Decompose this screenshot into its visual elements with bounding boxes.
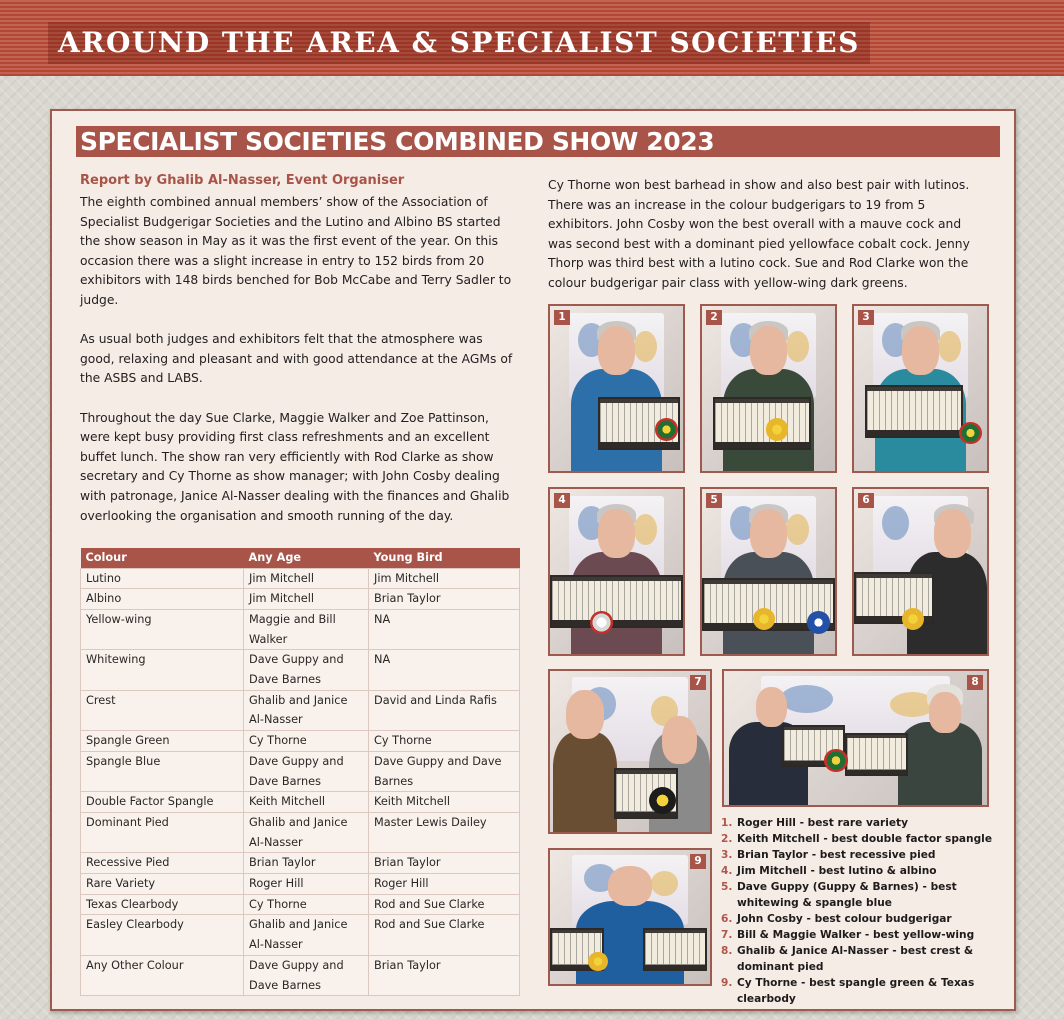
cell-colour: Easley Clearbody xyxy=(81,915,244,955)
photo-number: 4 xyxy=(554,493,570,508)
caption-item xyxy=(721,863,1006,879)
caption-number: 8. xyxy=(721,945,733,957)
caption-number: 5. xyxy=(721,881,733,893)
person-head xyxy=(608,866,653,906)
cell-any-age: Jim Mitchell xyxy=(244,589,369,610)
section-title: AROUND THE AREA & SPECIALIST SOCIETIES xyxy=(48,22,870,64)
cell-colour: Whitewing xyxy=(81,650,244,690)
rosette-icon xyxy=(590,611,613,634)
table-row xyxy=(81,792,520,813)
cell-any-age: Brian Taylor xyxy=(244,853,369,874)
table-row xyxy=(81,589,520,610)
photo-number: 8 xyxy=(967,675,983,690)
person-head xyxy=(756,687,788,727)
table-row xyxy=(81,731,520,752)
cell-colour: Texas Clearbody xyxy=(81,894,244,915)
photo-brian-taylor xyxy=(852,304,989,473)
show-cage xyxy=(643,928,707,971)
photo-dave-guppy xyxy=(700,487,837,656)
article-body-right: Cy Thorne won best barhead in show and also best pair with lutinos. There was an increase in the colour budgerigars to 19 from 5 exhibitors. John Cosby won the best overall with a mauve cock and was second best with a dominant pied yellowface cobalt cock. Jenny Thorp was third best with a lutino cock. Sue and Rod Clarke won the colour budgerigar pair class with yellow-wing dark greens. xyxy=(548,178,970,290)
person-head xyxy=(566,690,604,738)
photo-number: 1 xyxy=(554,310,570,325)
header-colour: Colour xyxy=(81,548,244,568)
table-row xyxy=(81,650,520,690)
table-body xyxy=(81,568,520,996)
person-figure xyxy=(898,722,982,805)
photo-number: 5 xyxy=(706,493,722,508)
rosette-icon xyxy=(807,611,830,634)
show-cage xyxy=(713,397,811,450)
cell-any-age: Dave Guppy and Dave Barnes xyxy=(244,751,369,791)
header-any-age: Any Age xyxy=(244,548,369,568)
cell-colour: Yellow-wing xyxy=(81,609,244,649)
cell-any-age: Cy Thorne xyxy=(244,731,369,752)
person-head xyxy=(662,716,697,764)
cell-any-age: Maggie and Bill Walker xyxy=(244,609,369,649)
photo-bill-maggie-walker xyxy=(548,669,712,834)
cell-young-bird: Brian Taylor xyxy=(369,589,520,610)
cell-any-age: Dave Guppy and Dave Barnes xyxy=(244,955,369,995)
results-table xyxy=(80,548,520,996)
table-header-row xyxy=(81,548,520,568)
caption-text: Bill & Maggie Walker - best yellow-wing xyxy=(737,929,975,941)
caption-text: Brian Taylor - best recessive pied xyxy=(737,849,936,861)
show-cage xyxy=(550,575,683,628)
cell-young-bird: Dave Guppy and Dave Barnes xyxy=(369,751,520,791)
rosette-icon xyxy=(588,952,607,971)
cell-any-age: Ghalib and Janice Al-Nasser xyxy=(244,690,369,730)
cell-colour: Spangle Blue xyxy=(81,751,244,791)
photo-keith-mitchell xyxy=(700,304,837,473)
photo-roger-hill xyxy=(548,304,685,473)
cell-young-bird: Jim Mitchell xyxy=(369,568,520,589)
caption-number: 4. xyxy=(721,865,733,877)
caption-number: 7. xyxy=(721,929,733,941)
cell-young-bird: NA xyxy=(369,609,520,649)
person-head xyxy=(929,692,961,732)
article-body-left xyxy=(80,193,520,546)
cell-any-age: Roger Hill xyxy=(244,874,369,895)
photo-cy-thorne xyxy=(548,848,712,986)
cell-any-age: Cy Thorne xyxy=(244,894,369,915)
caption-item xyxy=(721,847,1006,863)
caption-number: 1. xyxy=(721,817,733,829)
rosette-icon xyxy=(655,418,678,441)
caption-item xyxy=(721,927,1006,943)
caption-item xyxy=(721,911,1006,927)
paragraph: As usual both judges and exhibitors felt that the atmosphere was good, relaxing and pleasant and with good attendance at the AGMs of the ASBS and LABS. xyxy=(80,332,513,386)
cell-young-bird: Master Lewis Dailey xyxy=(369,812,520,852)
caption-text: Roger Hill - best rare variety xyxy=(737,817,909,829)
rosette-icon xyxy=(766,418,789,441)
table-row xyxy=(81,874,520,895)
cell-young-bird: Brian Taylor xyxy=(369,955,520,995)
caption-item xyxy=(721,943,1006,975)
photo-number: 9 xyxy=(690,854,706,869)
table-row xyxy=(81,751,520,791)
caption-item xyxy=(721,975,1006,1007)
cell-young-bird: Rod and Sue Clarke xyxy=(369,915,520,955)
cell-young-bird: Keith Mitchell xyxy=(369,792,520,813)
caption-text: Jim Mitchell - best lutino & albino xyxy=(737,865,937,877)
header-young-bird: Young Bird xyxy=(369,548,520,568)
article-title: SPECIALIST SOCIETIES COMBINED SHOW 2023 xyxy=(76,126,1000,157)
cell-any-age: Ghalib and Janice Al-Nasser xyxy=(244,915,369,955)
cell-colour: Double Factor Spangle xyxy=(81,792,244,813)
photo-ghalib-janice-al-nasser xyxy=(722,669,989,807)
caption-number: 9. xyxy=(721,977,733,989)
table-row xyxy=(81,853,520,874)
show-cage xyxy=(845,733,908,776)
caption-text: John Cosby - best colour budgerigar xyxy=(737,913,952,925)
byline: Report by Ghalib Al-Nasser, Event Organiser xyxy=(80,173,405,188)
caption-number: 3. xyxy=(721,849,733,861)
photo-captions xyxy=(721,815,1006,1007)
table-row xyxy=(81,690,520,730)
person-head xyxy=(750,326,787,376)
cell-young-bird: Roger Hill xyxy=(369,874,520,895)
cell-young-bird: NA xyxy=(369,650,520,690)
photo-number: 2 xyxy=(706,310,722,325)
caption-text: Ghalib & Janice Al-Nasser - best crest & dominant pied xyxy=(737,945,974,973)
photo-number: 7 xyxy=(690,675,706,690)
cell-any-age: Ghalib and Janice Al-Nasser xyxy=(244,812,369,852)
person-head xyxy=(902,326,939,376)
cell-young-bird: Rod and Sue Clarke xyxy=(369,894,520,915)
photo-number: 3 xyxy=(858,310,874,325)
caption-text: Keith Mitchell - best double factor spangle xyxy=(737,833,992,845)
person-head xyxy=(598,509,635,559)
rosette-icon xyxy=(824,749,848,773)
person-figure xyxy=(553,732,617,832)
cell-any-age: Dave Guppy and Dave Barnes xyxy=(244,650,369,690)
paragraph: Throughout the day Sue Clarke, Maggie Walker and Zoe Pattinson, were kept busy providing first class refreshments and an excellent buffet lunch. The show ran very efficiently with Rod Clarke as show secretary and Cy Thorne as show manager; with John Cosby dealing with patronage, Janice Al-Nasser dealing with the finances and Ghalib overlooking the organisation and smooth running of the day. xyxy=(80,410,510,523)
caption-number: 2. xyxy=(721,833,733,845)
cell-young-bird: David and Linda Rafis xyxy=(369,690,520,730)
person-head xyxy=(598,326,635,376)
table-row xyxy=(81,609,520,649)
person-head xyxy=(750,509,787,559)
person-head xyxy=(934,509,971,559)
cell-any-age: Keith Mitchell xyxy=(244,792,369,813)
caption-text: Dave Guppy (Guppy & Barnes) - best whitewing & spangle blue xyxy=(737,881,957,909)
photo-number: 6 xyxy=(858,493,874,508)
top-banner xyxy=(0,0,1064,76)
table-row xyxy=(81,915,520,955)
caption-item xyxy=(721,879,1006,911)
cell-colour: Dominant Pied xyxy=(81,812,244,852)
cell-colour: Spangle Green xyxy=(81,731,244,752)
table-row xyxy=(81,955,520,995)
paragraph: The eighth combined annual members’ show of the Association of Specialist Budgerigar Societies and the Lutino and Albino BS started the show season in May as it was the first event of the year. On this occasion there was a slight increase in entry to 152 birds from 20 exhibitors with 148 birds benched for Bob McCabe and Terry Sadler to judge. xyxy=(80,195,512,307)
caption-item xyxy=(721,831,1006,847)
photo-john-cosby xyxy=(852,487,989,656)
show-cage xyxy=(865,385,963,438)
table-row xyxy=(81,568,520,589)
cell-any-age: Jim Mitchell xyxy=(244,568,369,589)
caption-number: 6. xyxy=(721,913,733,925)
table-row xyxy=(81,812,520,852)
cell-young-bird: Cy Thorne xyxy=(369,731,520,752)
cell-colour: Lutino xyxy=(81,568,244,589)
cell-colour: Rare Variety xyxy=(81,874,244,895)
cell-colour: Recessive Pied xyxy=(81,853,244,874)
cell-young-bird: Brian Taylor xyxy=(369,853,520,874)
cell-colour: Any Other Colour xyxy=(81,955,244,995)
photo-jim-mitchell xyxy=(548,487,685,656)
caption-text: Cy Thorne - best spangle green & Texas clearbody xyxy=(737,977,975,1005)
caption-item xyxy=(721,815,1006,831)
cell-colour: Crest xyxy=(81,690,244,730)
table-row xyxy=(81,894,520,915)
cell-colour: Albino xyxy=(81,589,244,610)
rosette-icon xyxy=(959,422,982,445)
